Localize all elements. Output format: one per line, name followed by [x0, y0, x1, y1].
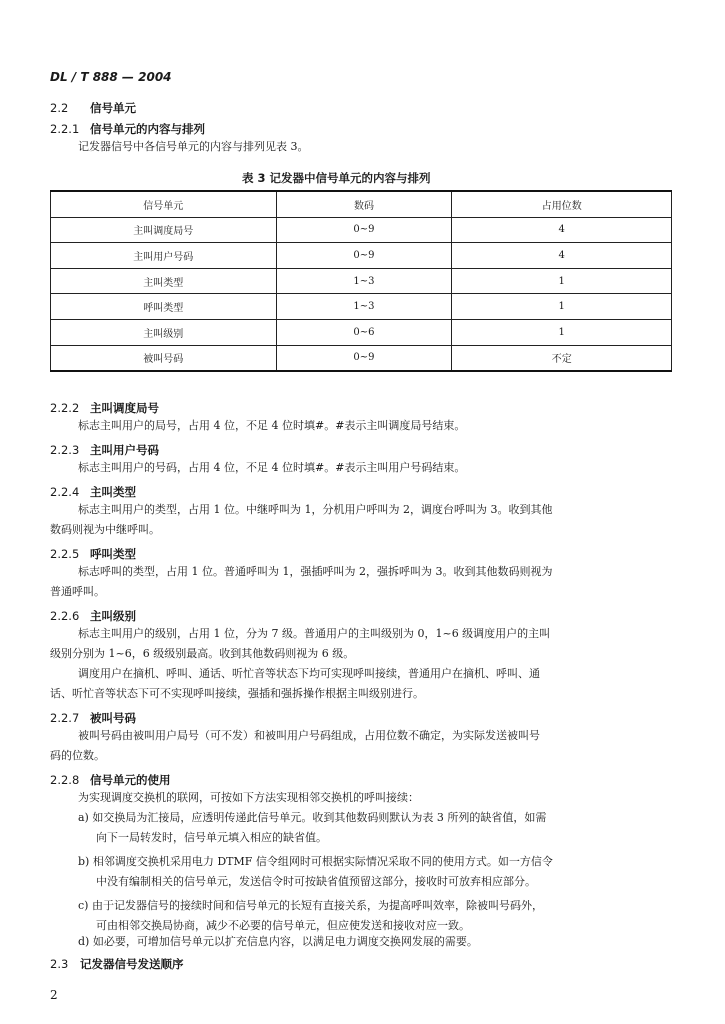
list-item — [78, 852, 553, 872]
table-header-cell: 占用位数 — [452, 191, 672, 217]
page-number: 2 — [50, 988, 58, 1002]
list-item — [78, 932, 478, 952]
list-item — [78, 896, 543, 916]
table-cell: 主叫调度局号 — [51, 217, 277, 243]
table-header-cell: 信号单元 — [51, 191, 277, 217]
standard-code: DL / T 888 — 2004 — [50, 70, 172, 84]
table-cell: 4 — [452, 217, 672, 243]
table-header-cell: 数码 — [276, 191, 452, 217]
section-2-2-1-heading — [50, 121, 205, 137]
list-marker: d) — [78, 935, 90, 948]
section-number: 2.2.3 — [50, 443, 80, 457]
section-title: 主叫级别 — [90, 609, 136, 623]
list-text: 如必要，可增加信号单元以扩充信息内容，以满足电力调度交换网发展的需要。 — [92, 935, 478, 948]
section-title: 主叫用户号码 — [90, 443, 159, 457]
section-title: 信号单元的使用 — [90, 773, 171, 787]
table-cell: 主叫类型 — [51, 268, 277, 294]
paragraph: 标志主叫用户的号码，占用 4 位，不足 4 位时填#。#表示主叫用户号码结束。 — [78, 461, 466, 474]
section-title: 呼叫类型 — [90, 547, 136, 561]
section-2-2-3-heading — [50, 442, 159, 458]
table-cell: 1 — [452, 294, 672, 320]
table-cell: 不定 — [452, 345, 672, 371]
table-cell: 0~9 — [276, 243, 452, 269]
section-number: 2.2.1 — [50, 122, 80, 136]
paragraph: 为实现调度交换机的联网，可按如下方法实现相邻交换机的呼叫接续： — [78, 791, 419, 804]
paragraph-line: 数码则视为中继呼叫。 — [50, 523, 160, 536]
section-2-2-7-heading — [50, 710, 136, 726]
section-2-2-5-heading — [50, 546, 136, 562]
section-number: 2.2.6 — [50, 609, 80, 623]
paragraph: 标志主叫用户的局号，占用 4 位，不足 4 位时填#。#表示主叫调度局号结束。 — [78, 419, 466, 432]
table-caption: 表 3 记发器中信号单元的内容与排列 — [242, 171, 431, 185]
section-number: 2.2.2 — [50, 401, 80, 415]
section-number: 2.2.8 — [50, 773, 80, 787]
list-marker: b) — [78, 855, 90, 868]
list-item-continuation: 可由相邻交换局协商，减少不必要的信号单元，但应使发送和接收对应一致。 — [96, 919, 470, 932]
section-title: 记发器信号发送顺序 — [80, 957, 184, 971]
section-number: 2.2.4 — [50, 485, 80, 499]
paragraph-line: 普通呼叫。 — [50, 585, 105, 598]
paragraph-line: 被叫号码由被叫用户局号（可不发）和被叫用户号码组成，占用位数不确定，为实际发送被叫号 — [78, 729, 540, 742]
table-cell: 主叫用户号码 — [51, 243, 277, 269]
list-item-continuation: 中没有编制相关的信号单元，发送信令时可按缺省值预留这部分，接收时可放弃相应部分。 — [96, 875, 536, 888]
table-row — [51, 268, 672, 294]
table-cell: 1~3 — [276, 294, 452, 320]
table-cell: 被叫号码 — [51, 345, 277, 371]
paragraph-line: 话、听忙音等状态下可不实现呼叫接续，强插和强拆操作根据主叫级别进行。 — [50, 687, 424, 700]
paragraph-line: 标志呼叫的类型，占用 1 位。普通呼叫为 1，强插呼叫为 2，强拆呼叫为 3。收到其他数码则视为 — [78, 565, 553, 578]
section-2-3-heading — [50, 956, 184, 972]
table-row — [51, 319, 672, 345]
section-2-2-heading — [50, 100, 136, 116]
table-row — [51, 217, 672, 243]
section-2-2-6-heading — [50, 608, 136, 624]
section-2-2-8-heading — [50, 772, 171, 788]
section-title: 被叫号码 — [90, 711, 136, 725]
table-row — [51, 294, 672, 320]
table-cell: 1 — [452, 268, 672, 294]
list-text: 如交换局为汇接局，应透明传递此信号单元。收到其他数码则默认为表 3 所列的缺省值，如需 — [92, 811, 547, 824]
paragraph-line: 标志主叫用户的级别，占用 1 位，分为 7 级。普通用户的主叫级别为 0，1~6 级调度用户的主叫 — [78, 627, 551, 640]
table-cell: 1 — [452, 319, 672, 345]
section-number: 2.3 — [50, 957, 69, 971]
list-marker: a) — [78, 811, 89, 824]
table-row — [51, 243, 672, 269]
table-cell: 呼叫类型 — [51, 294, 277, 320]
table-row — [51, 345, 672, 371]
list-item-continuation: 向下一局转发时，信号单元填入相应的缺省值。 — [96, 831, 327, 844]
paragraph-line: 标志主叫用户的类型，占用 1 位。中继呼叫为 1，分机用户呼叫为 2，调度台呼叫为 3。收到其他 — [78, 503, 553, 516]
list-text: 由于记发器信号的接续时间和信号单元的长短有直接关系，为提高呼叫效率，除被叫号码外， — [91, 899, 543, 912]
section-2-2-2-heading — [50, 400, 159, 416]
section-title: 信号单元 — [90, 101, 136, 115]
table-cell: 主叫级别 — [51, 319, 277, 345]
list-item — [78, 808, 546, 828]
section-title: 主叫类型 — [90, 485, 136, 499]
paragraph: 记发器信号中各信号单元的内容与排列见表 3。 — [78, 140, 309, 153]
section-2-2-4-heading — [50, 484, 136, 500]
list-marker: c) — [78, 899, 89, 912]
section-number: 2.2 — [50, 101, 69, 115]
section-title: 信号单元的内容与排列 — [90, 122, 205, 136]
paragraph-line: 级别分别为 1~6，6 级级别最高。收到其他数码则视为 6 级。 — [50, 647, 355, 660]
table-cell: 0~9 — [276, 217, 452, 243]
paragraph-line: 调度用户在摘机、呼叫、通话、听忙音等状态下均可实现呼叫接续，普通用户在摘机、呼叫、通 — [78, 667, 540, 680]
table-header-row — [51, 191, 672, 217]
table-cell: 4 — [452, 243, 672, 269]
table-cell: 0~9 — [276, 345, 452, 371]
paragraph-line: 码的位数。 — [50, 749, 105, 762]
section-number: 2.2.5 — [50, 547, 80, 561]
list-text: 相邻调度交换机采用电力 DTMF 信令组网时可根据实际情况采取不同的使用方式。如一方信令 — [92, 855, 553, 868]
section-number: 2.2.7 — [50, 711, 80, 725]
signal-unit-table — [50, 190, 672, 372]
section-title: 主叫调度局号 — [90, 401, 159, 415]
table-cell: 0~6 — [276, 319, 452, 345]
table-cell: 1~3 — [276, 268, 452, 294]
